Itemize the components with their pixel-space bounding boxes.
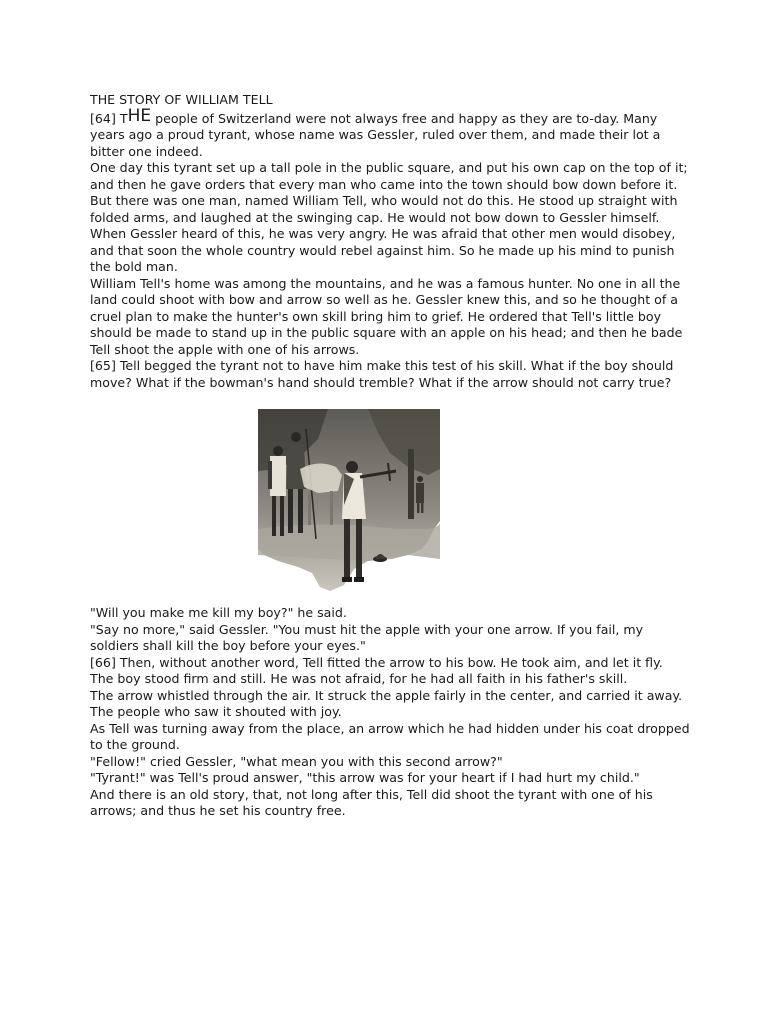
drop-cap-he: HE <box>127 105 152 126</box>
paragraph: [65] Tell begged the tyrant not to have him make this test of his skill. What if the boy should move? What if the bowman's hand should tremble? What if the arrow should not carry true? <box>90 358 674 390</box>
paragraph: The arrow whistled through the air. It struck the apple fairly in the center, and carried it away. The people who saw it shouted with joy. <box>90 687 683 719</box>
drop-cap-t: T <box>119 110 128 126</box>
paragraph: "Fellow!" cried Gessler, "what mean you with this second arrow?" <box>90 753 503 769</box>
paragraph: As Tell was turning away from the place, an arrow which he had hidden under his coat dropped to the ground. <box>90 720 690 752</box>
page-ref: [64] <box>90 110 116 126</box>
engraving-tell-aiming-bow-icon <box>258 409 440 599</box>
document-page <box>90 92 690 820</box>
paragraph: [66] Then, without another word, Tell fitted the arrow to his bow. He took aim, and let it fly. The boy stood firm and still. He was not afraid, for he had all faith in his father's skill. <box>90 654 663 686</box>
paragraph: "Tyrant!" was Tell's proud answer, "this arrow was for your heart if I had hurt my child." <box>90 770 640 785</box>
illustration <box>258 409 438 599</box>
paragraph: When Gessler heard of this, he was very angry. He was afraid that other men would disobey, and that soon the whole country would rebel against him. So he made up his mind to punish the bold man. <box>90 226 676 274</box>
paragraph: And there is an old story, that, not long after this, Tell did shoot the tyrant with one of his arrows; and thus he set his country free. <box>90 786 653 818</box>
paragraph: William Tell's home was among the mountains, and he was a famous hunter. No one in all the land could shoot with bow and arrow so well as he. Gessler knew this, and so he thought of a cruel plan to make the hunter's own skill bring him to grief. He ordered that Tell's little boy should be made to stand up in the public square with an apple on his head; and then he bade Tell shoot the apple with one of his arrows. <box>90 275 683 357</box>
paragraph: One day this tyrant set up a tall pole in the public square, and put his own cap on the top of it; and then he gave orders that every man who came into the town should bow down before it. But there was one man, named William Tell, who would not do this. He stood up straight with folded arms, and laughed at the swinging cap. He would not bow down to Gessler himself. <box>90 160 688 225</box>
paragraph: "Will you make me kill my boy?" he said. <box>90 605 347 620</box>
intro-text: people of Switzerland were not always free and happy as they are to-day. Many years ago a proud tyrant, whose name was Gessler, ruled over them, and made their lot a bitter one indeed. <box>90 110 661 159</box>
paragraph: "Say no more," said Gessler. "You must hit the apple with your one arrow. If you fail, my soldiers shall kill the boy before your eyes." <box>90 621 644 653</box>
intro-paragraph <box>90 105 690 161</box>
story-title: THE STORY OF WILLIAM TELL <box>90 92 273 107</box>
